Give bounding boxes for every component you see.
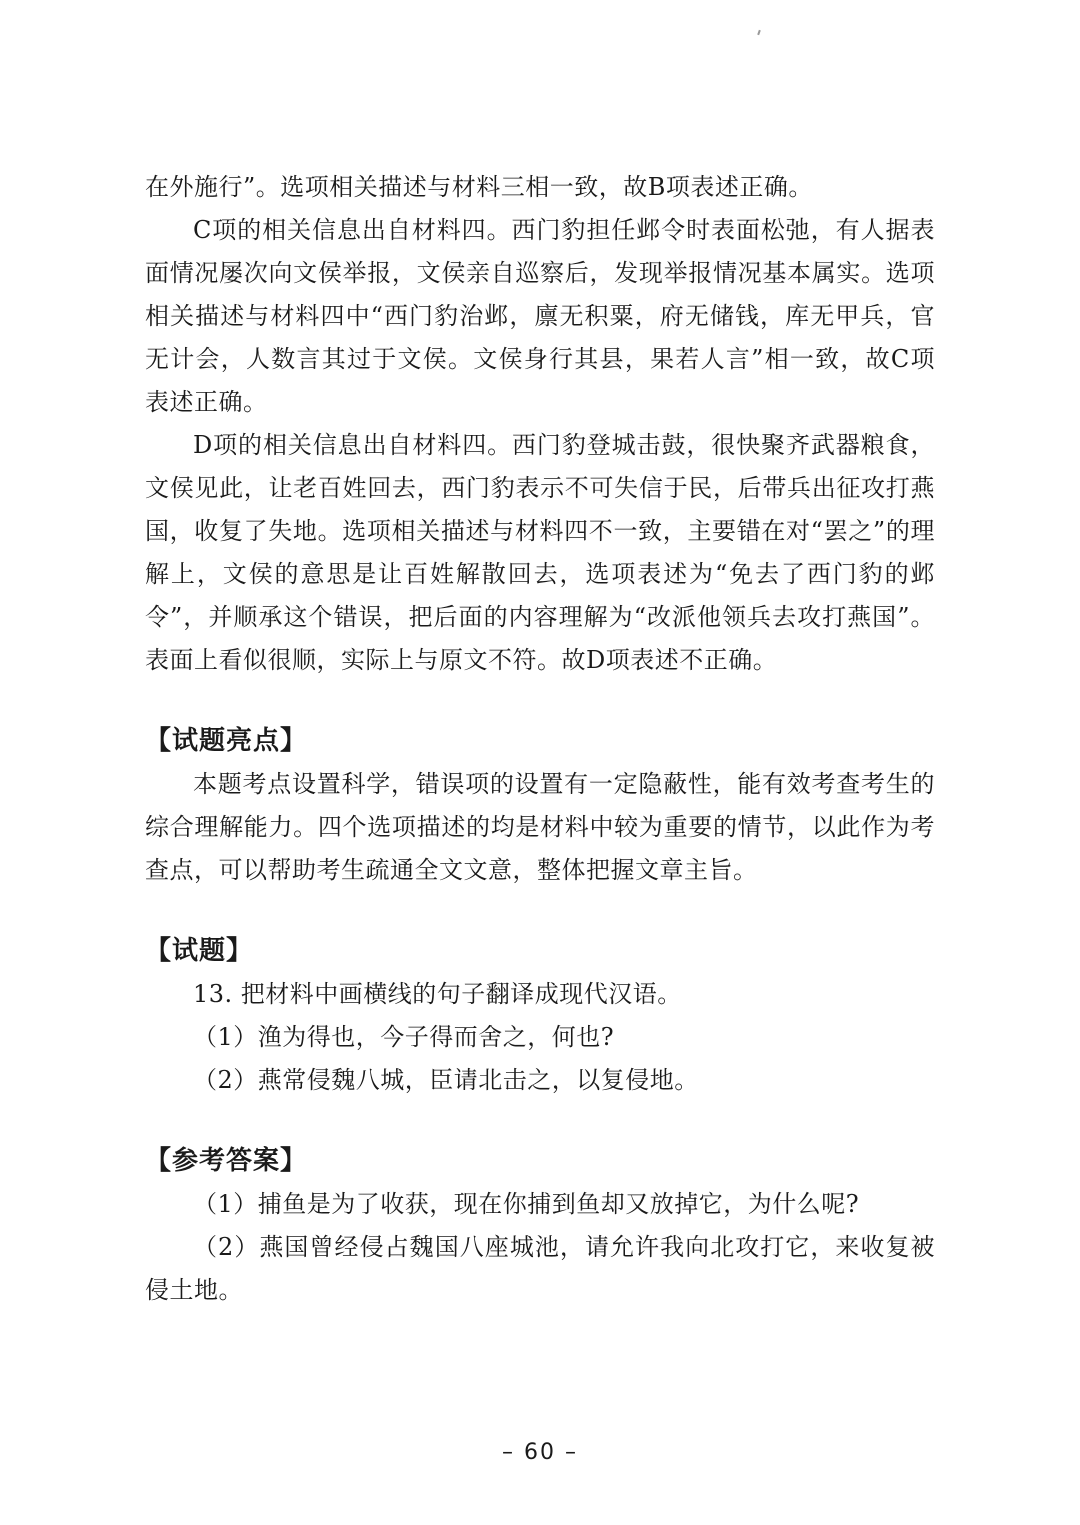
answer-item-2: （2）燕国曾经侵占魏国八座城池，请允许我向北攻打它，来收复被侵土地。 xyxy=(145,1233,935,1304)
scan-speck xyxy=(757,30,761,35)
question-item-2: （2）燕常侵魏八城，臣请北击之，以复侵地。 xyxy=(193,1066,699,1094)
question-prompt: 13. 把材料中画横线的句子翻译成现代汉语。 xyxy=(193,980,682,1008)
highlights-text: 本题考点设置科学，错误项的设置有一定隐蔽性，能有效考查考生的综合理解能力。四个选项描述的均是材料中较为重要的情节，以此作为考查点，可以帮助考生疏通全文文意，整体把握文章主旨。 xyxy=(145,770,935,884)
paragraph-option-b-end: 在外施行”。选项相关描述与材料三相一致，故B项表述正确。 xyxy=(145,173,813,201)
answer-item-1: （1）捕鱼是为了收获，现在你捕到鱼却又放掉它，为什么呢? xyxy=(193,1190,860,1218)
paragraph-option-c: C项的相关信息出自材料四。西门豹担任邺令时表面松弛，有人据表面情况屡次向文侯举报，文侯亲自巡察后，发现举报情况基本属实。选项相关描述与材料四中“西门豹治邺，廪无积粟，府无储钱，库无甲兵，官无计会，人数言其过于文侯。文侯身行其县，果若人言”相一致，故C项表述正确。 xyxy=(145,216,935,416)
question-item-1: （1）渔为得也，今子得而舍之，何也? xyxy=(193,1023,615,1051)
highlights-heading: 【试题亮点】 xyxy=(145,726,308,756)
answer-section xyxy=(145,1140,935,1312)
question-heading: 【试题】 xyxy=(145,936,254,966)
question-section xyxy=(145,930,935,1102)
page-number: – 60 – xyxy=(502,1440,578,1465)
highlights-section xyxy=(145,720,935,892)
page-content xyxy=(145,166,935,1312)
paragraph-option-d: D项的相关信息出自材料四。西门豹登城击鼓，很快聚齐武器粮食，文侯见此，让老百姓回去，西门豹表示不可失信于民，后带兵出征攻打燕国，收复了失地。选项相关描述与材料四不一致，主要错在对“罢之”的理解上，文侯的意思是让百姓解散回去，选项表述为“免去了西门豹的邺令”，并顺承这个错误，把后面的内容理解为“改派他领兵去攻打燕国”。表面上看似很顺，实际上与原文不符。故D项表述不正确。 xyxy=(145,431,935,674)
answer-heading: 【参考答案】 xyxy=(145,1146,308,1176)
